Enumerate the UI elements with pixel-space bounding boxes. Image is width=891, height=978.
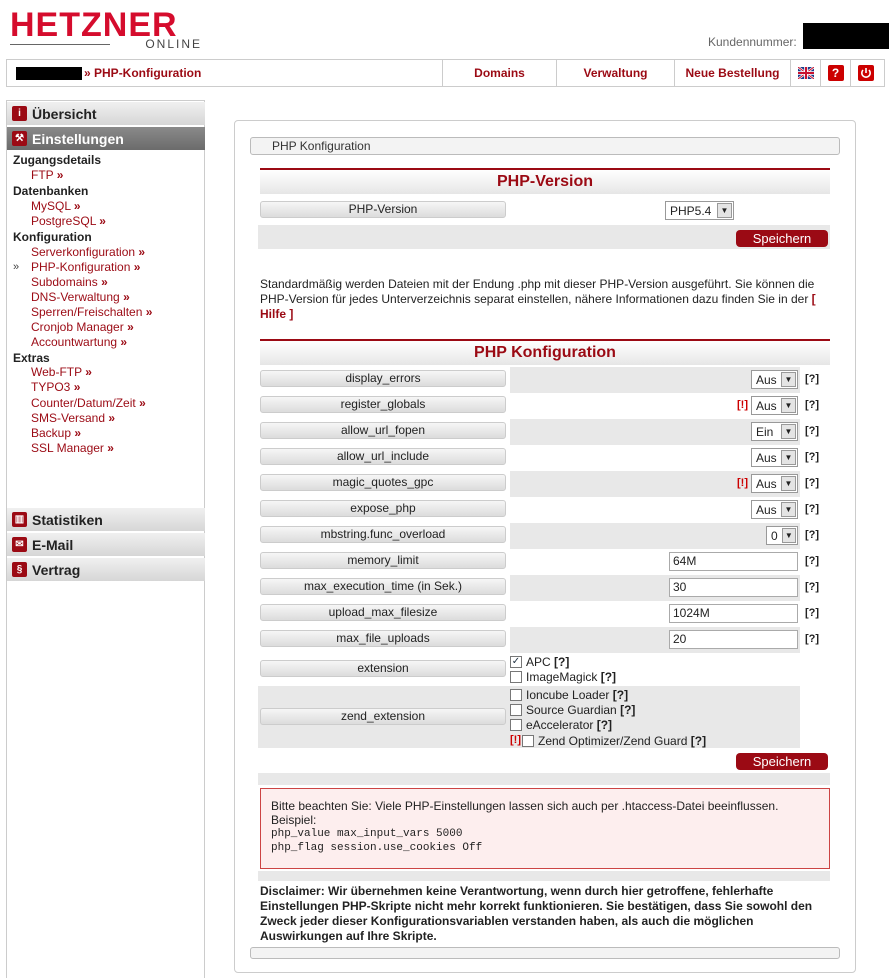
help-apc[interactable]: [?]: [554, 655, 570, 669]
paragraph-icon: §: [12, 562, 27, 577]
sidebar-item-web-ftp[interactable]: Web-FTP »: [31, 365, 92, 379]
select-allow-url-include[interactable]: Aus ▼: [751, 448, 798, 467]
help-memory-limit[interactable]: [?]: [805, 555, 820, 567]
label-allow-url-fopen: allow_url_fopen: [260, 422, 506, 439]
label-display-errors: display_errors: [260, 370, 506, 387]
select-display-errors[interactable]: Aus ▼: [751, 370, 798, 389]
label-extension: extension: [260, 660, 506, 677]
sidebar-item-sms-versand[interactable]: SMS-Versand »: [31, 411, 116, 425]
warning-magic-quotes-gpc: [!]: [737, 477, 748, 489]
label-allow-url-include: allow_url_include: [260, 448, 506, 465]
checkbox-sourceguardian[interactable]: [510, 704, 522, 716]
sidebar-item-postgresql[interactable]: PostgreSQL »: [31, 214, 106, 228]
sidebar-item-backup[interactable]: Backup »: [31, 426, 82, 440]
select-allow-url-fopen[interactable]: Ein ▼: [751, 422, 798, 441]
help-icon[interactable]: ?: [820, 60, 850, 86]
input-memory-limit[interactable]: 64M: [669, 552, 798, 571]
sidebar-item-serverkonfiguration[interactable]: Serverkonfiguration »: [31, 245, 146, 259]
input-max-execution-time[interactable]: 30: [669, 578, 798, 597]
sidebar-group-zugangsdetails: Zugangsdetails: [13, 153, 102, 167]
breadcrumb: » PHP-Konfiguration: [84, 66, 202, 80]
nav-verwaltung[interactable]: Verwaltung: [556, 60, 674, 86]
chevron-down-icon: ▼: [781, 398, 796, 413]
chevron-down-icon: ▼: [781, 502, 796, 517]
help-sourceguardian[interactable]: [?]: [620, 703, 636, 717]
htaccess-note: Bitte beachten Sie: Viele PHP-Einstellungen lassen sich auch per .htaccess-Datei beeinflussen. Beispiel: php_value max_input_vars 5000 php_flag session.use_cookies Off: [260, 788, 830, 869]
help-upload-max-filesize[interactable]: [?]: [805, 607, 820, 619]
select-magic-quotes-gpc[interactable]: Aus ▼: [751, 474, 798, 493]
help-magic-quotes-gpc[interactable]: [?]: [805, 477, 820, 489]
help-expose-php[interactable]: [?]: [805, 503, 820, 515]
save-config-button[interactable]: Speichern: [736, 753, 828, 770]
sidebar-group-datenbanken: Datenbanken: [13, 184, 89, 198]
sidebar-section-uebersicht[interactable]: i Übersicht: [7, 102, 205, 125]
chart-icon: ▥: [12, 512, 27, 527]
help-max-execution-time[interactable]: [?]: [805, 581, 820, 593]
label-zend-optimizer: Zend Optimizer/Zend Guard [?]: [538, 734, 707, 748]
label-upload-max-filesize: upload_max_filesize: [260, 604, 506, 621]
help-imagemagick[interactable]: [?]: [600, 670, 617, 684]
logout-power-icon[interactable]: [850, 60, 880, 86]
save-version-button[interactable]: Speichern: [736, 230, 828, 247]
input-upload-max-filesize[interactable]: 1024M: [669, 604, 798, 623]
label-mbstring-func-overload: mbstring.func_overload: [260, 526, 506, 543]
disclaimer: Disclaimer: Wir übernehmen keine Verantwortung, wenn durch hier getroffene, fehlerhafte Einstellungen PHP-Skripte nicht mehr korrekt funktionieren. Sie bestätigen, dass Sie sowohl den Zweck jeder dieser Konfigurationsvariablen verstanden haben, als auch die möglichen Auswirkungen auf Ihre Skripte.: [260, 884, 813, 943]
help-link[interactable]: [ Hilfe ]: [260, 292, 816, 321]
panel-footer: [250, 947, 840, 959]
php-version-select[interactable]: PHP5.4 ▼: [665, 201, 734, 220]
help-eaccelerator[interactable]: [?]: [596, 718, 613, 732]
nav-domains[interactable]: Domains: [442, 60, 556, 86]
chevron-down-icon: ▼: [781, 424, 796, 439]
php-version-label: PHP-Version: [260, 201, 506, 218]
sidebar-item-subdomains[interactable]: Subdomains »: [31, 275, 108, 289]
label-eaccelerator: eAccelerator [?]: [526, 718, 613, 732]
sidebar-section-vertrag[interactable]: § Vertrag: [7, 558, 205, 581]
help-register-globals[interactable]: [?]: [805, 399, 820, 411]
help-allow-url-fopen[interactable]: [?]: [805, 425, 820, 437]
panel-title: PHP Konfiguration: [250, 137, 840, 155]
sidebar-section-statistiken[interactable]: ▥ Statistiken: [7, 508, 205, 531]
help-ioncube[interactable]: [?]: [612, 688, 629, 702]
sidebar-section-einstellungen[interactable]: ⚒ Einstellungen: [7, 127, 205, 150]
sidebar-item-accountwartung[interactable]: Accountwartung »: [31, 335, 128, 349]
sidebar-item-mysql[interactable]: MySQL »: [31, 199, 81, 213]
chevron-down-icon: ▼: [781, 372, 796, 387]
help-max-file-uploads[interactable]: [?]: [805, 633, 820, 645]
sidebar-item-php-konfiguration[interactable]: PHP-Konfiguration »: [31, 260, 141, 274]
info-icon: i: [12, 106, 27, 121]
sidebar: [6, 100, 205, 978]
customer-number-label: Kundennummer:: [708, 35, 797, 49]
sidebar-item-dns-verwaltung[interactable]: DNS-Verwaltung »: [31, 290, 130, 304]
warning-register-globals: [!]: [737, 399, 748, 411]
customer-number-redacted: [803, 23, 889, 49]
label-max-execution-time: max_execution_time (in Sek.): [260, 578, 506, 595]
select-register-globals[interactable]: Aus ▼: [751, 396, 798, 415]
label-register-globals: register_globals: [260, 396, 506, 413]
help-allow-url-include[interactable]: [?]: [805, 451, 820, 463]
chevron-down-icon: ▼: [781, 450, 796, 465]
checkbox-eaccelerator[interactable]: [510, 719, 522, 731]
select-mbstring-func-overload[interactable]: 0 ▼: [766, 526, 798, 545]
help-mbstring[interactable]: [?]: [805, 529, 820, 541]
php-config-heading: PHP Konfiguration: [260, 339, 830, 365]
sidebar-item-ssl-manager[interactable]: SSL Manager »: [31, 441, 114, 455]
help-zend-optimizer[interactable]: [?]: [690, 734, 707, 748]
sidebar-group-extras: Extras: [13, 351, 50, 365]
label-imagemagick: ImageMagick [?]: [526, 670, 617, 684]
label-max-file-uploads: max_file_uploads: [260, 630, 506, 647]
sidebar-section-email[interactable]: ✉ E-Mail: [7, 533, 205, 556]
help-display-errors[interactable]: [?]: [805, 373, 820, 385]
label-apc: APC [?]: [526, 655, 570, 669]
sidebar-item-counter[interactable]: Counter/Datum/Zeit »: [31, 396, 146, 410]
input-max-file-uploads[interactable]: 20: [669, 630, 798, 649]
label-memory-limit: memory_limit: [260, 552, 506, 569]
label-magic-quotes-gpc: magic_quotes_gpc: [260, 474, 506, 491]
checkbox-apc[interactable]: ✓: [511, 656, 521, 667]
chevron-down-icon: ▼: [782, 528, 796, 543]
checkbox-zend-optimizer[interactable]: [522, 735, 534, 747]
sidebar-item-sperren[interactable]: Sperren/Freischalten »: [31, 305, 153, 319]
breadcrumb-redacted: [16, 67, 82, 80]
sidebar-item-cronjob-manager[interactable]: Cronjob Manager »: [31, 320, 134, 334]
chevron-down-icon: ▼: [781, 476, 796, 491]
warning-zend: [!]: [510, 734, 521, 746]
select-expose-php[interactable]: Aus ▼: [751, 500, 798, 519]
php-version-heading: PHP-Version: [260, 168, 830, 194]
label-expose-php: expose_php: [260, 500, 506, 517]
php-version-info: Standardmäßig werden Dateien mit der Endung .php mit dieser PHP-Version ausgeführt. Sie können die PHP-Version für jedes Unterverzeichnis separat einstellen, nähere Informationen dazu finden Sie in der [ Hilfe ]: [260, 277, 816, 321]
top-navigation-bar: [6, 59, 885, 87]
checkbox-ioncube[interactable]: [510, 689, 522, 701]
chevron-down-icon: ▼: [717, 203, 732, 218]
label-sourceguardian: Source Guardian [?]: [526, 703, 636, 717]
wrench-icon: ⚒: [12, 131, 27, 146]
envelope-icon: ✉: [12, 537, 27, 552]
hetzner-logo[interactable]: HETZNER ONLINE: [10, 6, 202, 51]
sidebar-item-ftp[interactable]: FTP »: [31, 168, 64, 182]
language-uk-flag-icon[interactable]: [790, 60, 820, 86]
label-ioncube: Ioncube Loader [?]: [526, 688, 629, 702]
sidebar-item-typo3[interactable]: TYPO3 »: [31, 380, 81, 394]
checkbox-imagemagick[interactable]: [510, 671, 522, 683]
label-zend-extension: zend_extension: [260, 708, 506, 725]
active-item-marker: »: [13, 261, 20, 273]
sidebar-group-konfiguration: Konfiguration: [13, 230, 92, 244]
nav-neue-bestellung[interactable]: Neue Bestellung: [674, 60, 790, 86]
